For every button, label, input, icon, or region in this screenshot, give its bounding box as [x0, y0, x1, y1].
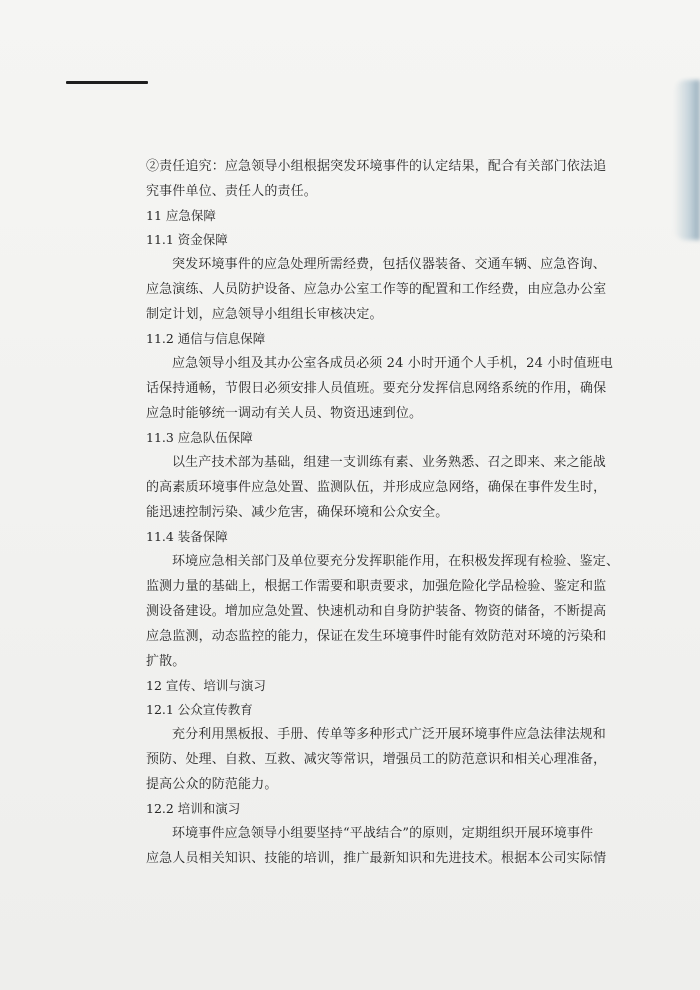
text-line: 应急时能够统一调动有关人员、物资迅速到位。	[146, 406, 423, 421]
paragraph-team	[146, 450, 607, 525]
text-line: 应急演练、人员防护设备、应急办公室工作等的配置和工作经费，由应急办公室	[146, 282, 607, 297]
subsection-heading: 11.4 装备保障	[146, 529, 228, 544]
subsection-heading: 12.1 公众宣传教育	[146, 702, 253, 717]
text-line: 能迅速控制污染、减少危害，确保环境和公众安全。	[146, 505, 449, 520]
text-line: 监测力量的基础上，根据工作需要和职责要求，加强危险化学品检验、鉴定和监	[146, 579, 607, 594]
text-line: 预防、处理、自救、互救、减灾等常识，增强员工的防范意识和相关心理准备，	[146, 752, 607, 767]
subsection-heading: 11.3 应急队伍保障	[146, 430, 253, 445]
paragraph-responsibility	[146, 154, 607, 204]
subsection-heading: 11.1 资金保障	[146, 232, 228, 247]
text-line: 的高素质环境事件应急处置、监测队伍，并形成应急网络，确保在事件发生时，	[146, 480, 607, 495]
header-rule	[66, 81, 148, 84]
section-heading: 12 宣传、培训与演习	[146, 678, 266, 693]
text-line: 应急人员相关知识、技能的培训，推广最新知识和先进技术。根据本公司实际情	[146, 851, 607, 866]
paragraph-training	[146, 821, 607, 871]
text-line: 提高公众的防范能力。	[146, 777, 278, 792]
text-line: 应急监测，动态监控的能力，保证在发生环境事件时能有效防范对环境的污染和	[146, 629, 607, 644]
text-line: 突发环境事件的应急处理所需经费，包括仪器装备、交通车辆、应急咨询、	[172, 257, 606, 272]
text-line: 充分利用黑板报、手册、传单等多种形式广泛开展环境事件应急法律法规和	[172, 727, 606, 742]
text-line: ②责任追究：应急领导小组根据突发环境事件的认定结果，配合有关部门依法追	[146, 159, 607, 174]
text-line: 制定计划，应急领导小组组长审核决定。	[146, 307, 383, 322]
section-heading: 11 应急保障	[146, 208, 216, 223]
text-line: 扩散。	[146, 654, 186, 669]
text-line: 究事件单位、责任人的责任。	[146, 184, 317, 199]
subsection-heading: 11.2 通信与信息保障	[146, 331, 266, 346]
paragraph-public-education	[146, 722, 607, 797]
paragraph-funding	[146, 252, 607, 327]
document-body	[146, 154, 620, 871]
text-line: 环境事件应急领导小组要坚持“平战结合”的原则，定期组织开展环境事件	[172, 826, 594, 841]
paragraph-communication	[146, 351, 614, 426]
paragraph-equipment	[146, 549, 620, 674]
text-line: 测设备建设。增加应急处置、快速机动和自身防护装备、物资的储备，不断提高	[146, 604, 607, 619]
text-line: 环境应急相关部门及单位要充分发挥职能作用，在积极发挥现有检验、鉴定、	[172, 554, 620, 569]
text-line: 应急领导小组及其办公室各成员必须 24 小时开通个人手机，24 小时值班电	[172, 356, 614, 371]
text-line: 以生产技术部为基础，组建一支训练有素、业务熟悉、召之即来、来之能战	[172, 455, 606, 470]
text-line: 话保持通畅，节假日必须安排人员值班。要充分发挥信息网络系统的作用，确保	[146, 381, 607, 396]
subsection-heading: 12.2 培训和演习	[146, 801, 241, 816]
page-edge-shadow	[674, 80, 700, 240]
